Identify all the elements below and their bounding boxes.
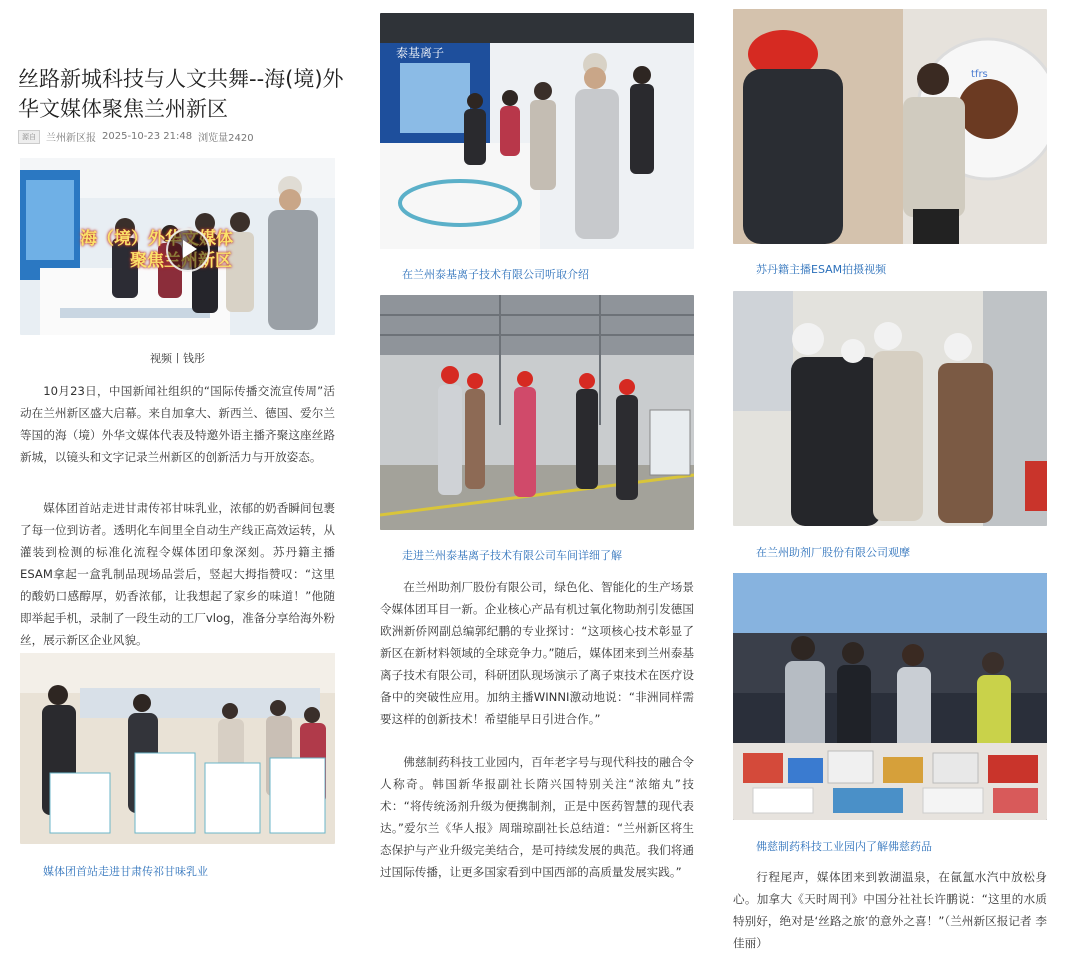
photo-fuci — [733, 573, 1047, 820]
caption-esam-video: 苏丹籍主播ESAM拍摄视频 — [756, 263, 887, 276]
video-overlay-line2: 聚焦兰州新区 — [130, 251, 232, 271]
paragraph-4-block — [380, 751, 694, 883]
video-caption: 视频丨钱彤 — [150, 352, 205, 365]
photo-esam — [733, 9, 1047, 244]
paragraph-3: 在兰州助剂厂股份有限公司，绿色化、智能化的生产场景令媒体团耳目一新。企业核心产品有机过氧化物助剂引发德国欧洲新侨网副总编郭纪鹏的专业探讨：“这项核心技术彰显了新区在新材料领域的全球竞争力。”随后，媒体团来到兰州泰基离子技术有限公司，科研团队现场演示了离子束技术在医疗设备中的突破性应用。加纳主播WINNI激动地说：“非洲同样需要这样的创新技术！希望能早日引进合作。” — [380, 580, 694, 726]
photo-zhuji — [733, 291, 1047, 526]
article-meta — [18, 129, 254, 144]
article-source[interactable]: 兰州新区报 — [46, 133, 96, 144]
caption-zhuji: 在兰州助剂厂股份有限公司观摩 — [756, 546, 910, 559]
taiji-logo-sign: 泰基离子 — [396, 46, 445, 60]
video-overlay-line1: 海（境）外华文媒体 — [80, 229, 233, 249]
paragraph-3-block — [380, 576, 694, 730]
paragraph-2: 媒体团首站走进甘肃传祁甘味乳业，浓郁的奶香瞬间包裹了每一位到访者。透明化车间里全自动生产线正高效运转，从灌装到检测的标准化流程令媒体团印象深刻。苏丹籍主播ESAM拿起一盒乳制品现场品尝后，竖起大拇指赞叹：“这里的酸奶口感醇厚，奶香浓郁，让我想起了家乡的味道！”他随即举起手机，录制了一段生动的工厂vlog，准备分享给海外粉丝，展示新区企业风貌。 — [20, 501, 335, 647]
photo-taiji-intro — [380, 13, 694, 249]
caption-fuci: 佛慈制药科技工业园内了解佛慈药品 — [756, 840, 932, 853]
paragraph-5: 行程尾声，媒体团来到敦湖温泉，在氤氲水汽中放松身心。加拿大《天时周刊》中国分社社长许鹏说：“这里的水质特别好，绝对是‘丝路之旅’的意外之喜！”（兰州新区报记者 李佳丽） — [733, 870, 1047, 950]
caption-dairy: 媒体团首站走进甘肃传祁甘味乳业 — [43, 865, 208, 878]
source-logo-icon: 源自 — [18, 130, 40, 144]
article-views: 浏览量2420 — [198, 133, 254, 144]
photo-taiji-workshop — [380, 295, 694, 530]
paragraph-5-block — [733, 866, 1047, 954]
article-title: 丝路新城科技与人文共舞--海(境)外华文媒体聚焦兰州新区 — [18, 67, 344, 122]
ct-label: tfrs — [971, 69, 988, 80]
article-datetime: 2025-10-23 21:48 — [102, 131, 193, 142]
paragraph-1: 10月23日，中国新闻社组织的“国际传播交流宣传周”活动在兰州新区盛大启幕。来自加拿大、新西兰、德国、爱尔兰等国的海（境）外华文媒体代表及特邀外语主播齐聚这座丝路新城，以镜头和文字记录兰州新区的创新活力与开放姿态。 — [20, 384, 335, 464]
photo-dairy — [20, 653, 335, 844]
paragraph-4: 佛慈制药科技工业园内，百年老字号与现代科技的融合令人称奇。韩国新华报副社长隋兴国特别关注“浓缩丸”技术：“将传统汤剂升级为便携制剂，正是中医药智慧的现代表达。”爱尔兰《华人报》周瑞琼副社长总结道：“兰州新区将生态保护与产业升级完美结合，是可持续发展的典范。我们将通过国际传播，让更多国家看到中国西部的高质量发展实践。” — [380, 755, 694, 879]
play-icon[interactable] — [166, 228, 210, 272]
video-thumbnail[interactable] — [20, 158, 335, 335]
paragraph-2-block — [20, 497, 335, 651]
caption-taiji-intro: 在兰州泰基离子技术有限公司听取介绍 — [402, 268, 589, 281]
caption-taiji-workshop: 走进兰州泰基离子技术有限公司车间详细了解 — [402, 549, 622, 562]
paragraph-1-block — [20, 380, 335, 468]
